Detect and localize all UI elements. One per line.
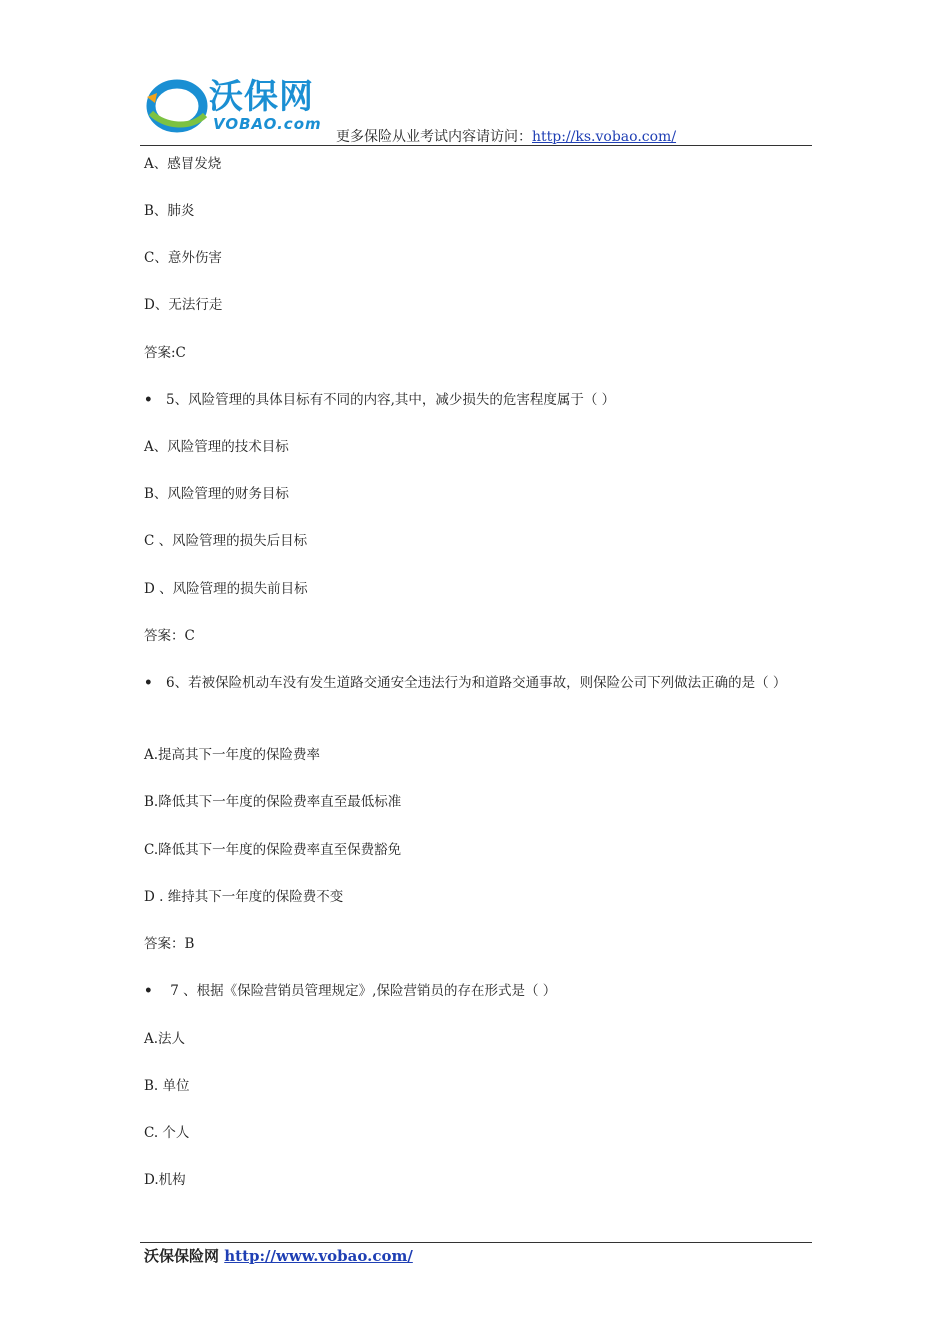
q4-answer: 答案:C — [144, 345, 186, 361]
logo-text-cn: 沃保网 — [209, 77, 314, 117]
q5-text: 5、风险管理的具体目标有不同的内容,其中，减少损失的危害程度属于（ ） — [166, 392, 616, 408]
q5-option-b: B、风险管理的财务目标 — [144, 486, 289, 502]
q5-option-d: D 、风险管理的损失前目标 — [144, 581, 308, 597]
bullet-icon: • — [144, 675, 153, 691]
footer-divider — [140, 1242, 812, 1243]
q5-option-a: A、风险管理的技术目标 — [144, 439, 289, 455]
header-note-text: 更多保险从业考试内容请访问： — [336, 129, 532, 145]
q4-option-a: A、感冒发烧 — [144, 156, 222, 172]
q6-answer: 答案：B — [144, 936, 195, 952]
footer — [144, 1245, 413, 1266]
header-divider — [140, 145, 812, 146]
vobao-logo — [145, 75, 340, 137]
q7-option-b: B. 单位 — [144, 1078, 190, 1094]
bullet-icon: • — [144, 392, 153, 408]
q6-option-b: B.降低其下一年度的保险费率直至最低标准 — [144, 794, 402, 810]
q6-option-c: C.降低其下一年度的保险费率直至保费豁免 — [144, 842, 402, 858]
q7-option-a: A.法人 — [144, 1031, 186, 1047]
q7-text: 7 、根据《保险营销员管理规定》,保险营销员的存在形式是（ ） — [166, 983, 557, 999]
q6-question — [144, 673, 804, 693]
q5-answer: 答案：C — [144, 628, 195, 644]
bullet-icon: • — [144, 983, 153, 999]
q4-option-d: D、无法行走 — [144, 297, 223, 313]
q6-option-d: D . 维持其下一年度的保险费不变 — [144, 889, 344, 905]
q4-option-c: C、意外伤害 — [144, 250, 222, 266]
header-link[interactable]: http://ks.vobao.com/ — [532, 129, 677, 145]
logo-swirl-icon — [145, 75, 211, 137]
footer-site-name: 沃保保险网 — [144, 1247, 225, 1265]
q5-option-c: C 、风险管理的损失后目标 — [144, 533, 308, 549]
header-note — [336, 126, 676, 146]
footer-link[interactable]: http://www.vobao.com/ — [224, 1247, 413, 1265]
q6-text: 6、若被保险机动车没有发生道路交通安全违法行为和道路交通事故，则保险公司下列做法正确的是（ ） — [166, 675, 787, 691]
q4-option-b: B、肺炎 — [144, 203, 195, 219]
q5-question — [144, 390, 804, 410]
q6-option-a: A.提高其下一年度的保险费率 — [144, 747, 321, 763]
q7-option-c: C. 个人 — [144, 1125, 190, 1141]
q7-question — [144, 981, 804, 1001]
logo-text-en: VOBAO.com — [213, 115, 322, 133]
q7-option-d: D.机构 — [144, 1172, 186, 1188]
